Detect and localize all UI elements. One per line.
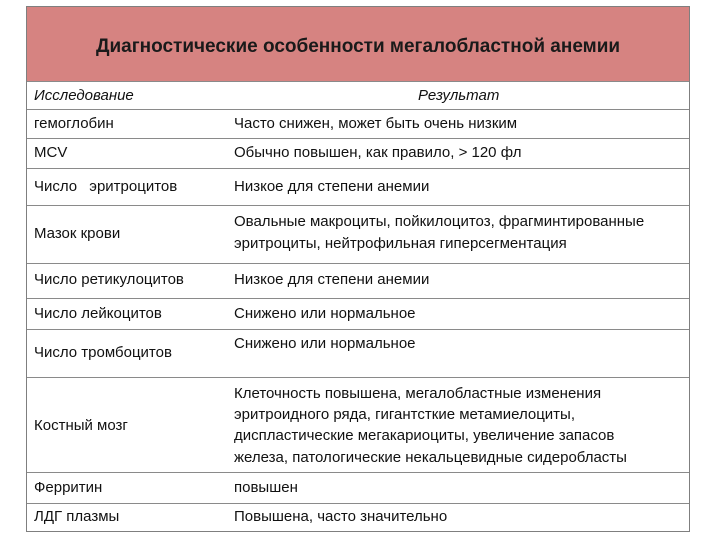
row-test: Мазок крови xyxy=(34,225,121,242)
row-test: Число лейкоцитов xyxy=(34,305,162,322)
divider xyxy=(27,138,689,139)
row-test: гемоглобин xyxy=(34,115,114,132)
row-result: Обычно повышен, как правило, > 120 фл xyxy=(234,144,522,161)
row-result-line: диспластические мегакариоциты, увеличение запасов xyxy=(234,427,615,444)
divider xyxy=(27,298,689,299)
page-title: Диагностические особенности мегалобластной анемии xyxy=(95,36,621,57)
row-result-line: Овальные макроциты, пойкилоцитоз, фрагминтированные xyxy=(234,213,645,230)
header-investigation: Исследование xyxy=(34,87,134,104)
header-result: Результат xyxy=(418,87,500,104)
row-result: Повышена, часто значительно xyxy=(234,508,448,525)
divider xyxy=(27,472,689,473)
row-test: ЛДГ плазмы xyxy=(34,508,120,525)
row-test: Ферритин xyxy=(34,479,103,496)
row-result-line: Клеточность повышена, мегалобластные изменения xyxy=(234,385,602,402)
row-result: повышен xyxy=(234,479,298,496)
row-result-line: эритроидного ряда, гигантсткие метамиелоциты, xyxy=(234,406,575,423)
row-test: Число эритроцитов xyxy=(34,178,178,195)
row-result-line: железа, патологические некальцевидные сидеробласты xyxy=(234,449,627,466)
divider xyxy=(27,109,689,110)
divider xyxy=(27,205,689,206)
row-result: Низкое для степени анемии xyxy=(234,178,430,195)
divider xyxy=(27,263,689,264)
divider xyxy=(27,81,689,82)
row-result-line: эритроциты, нейтрофильная гиперсегментация xyxy=(234,235,567,252)
row-test: Число тромбоцитов xyxy=(34,344,172,361)
row-test: Костный мозг xyxy=(34,417,128,434)
divider xyxy=(27,377,689,378)
divider xyxy=(27,329,689,330)
row-result: Снижено или нормальное xyxy=(234,305,416,322)
row-result: Низкое для степени анемии xyxy=(234,271,430,288)
row-result: Часто снижен, может быть очень низким xyxy=(234,115,518,132)
divider xyxy=(27,503,689,504)
title-bar xyxy=(27,7,689,81)
divider xyxy=(27,168,689,169)
row-test: MCV xyxy=(34,144,68,161)
row-test: Число ретикулоцитов xyxy=(34,271,184,288)
row-result: Снижено или нормальное xyxy=(234,335,416,352)
